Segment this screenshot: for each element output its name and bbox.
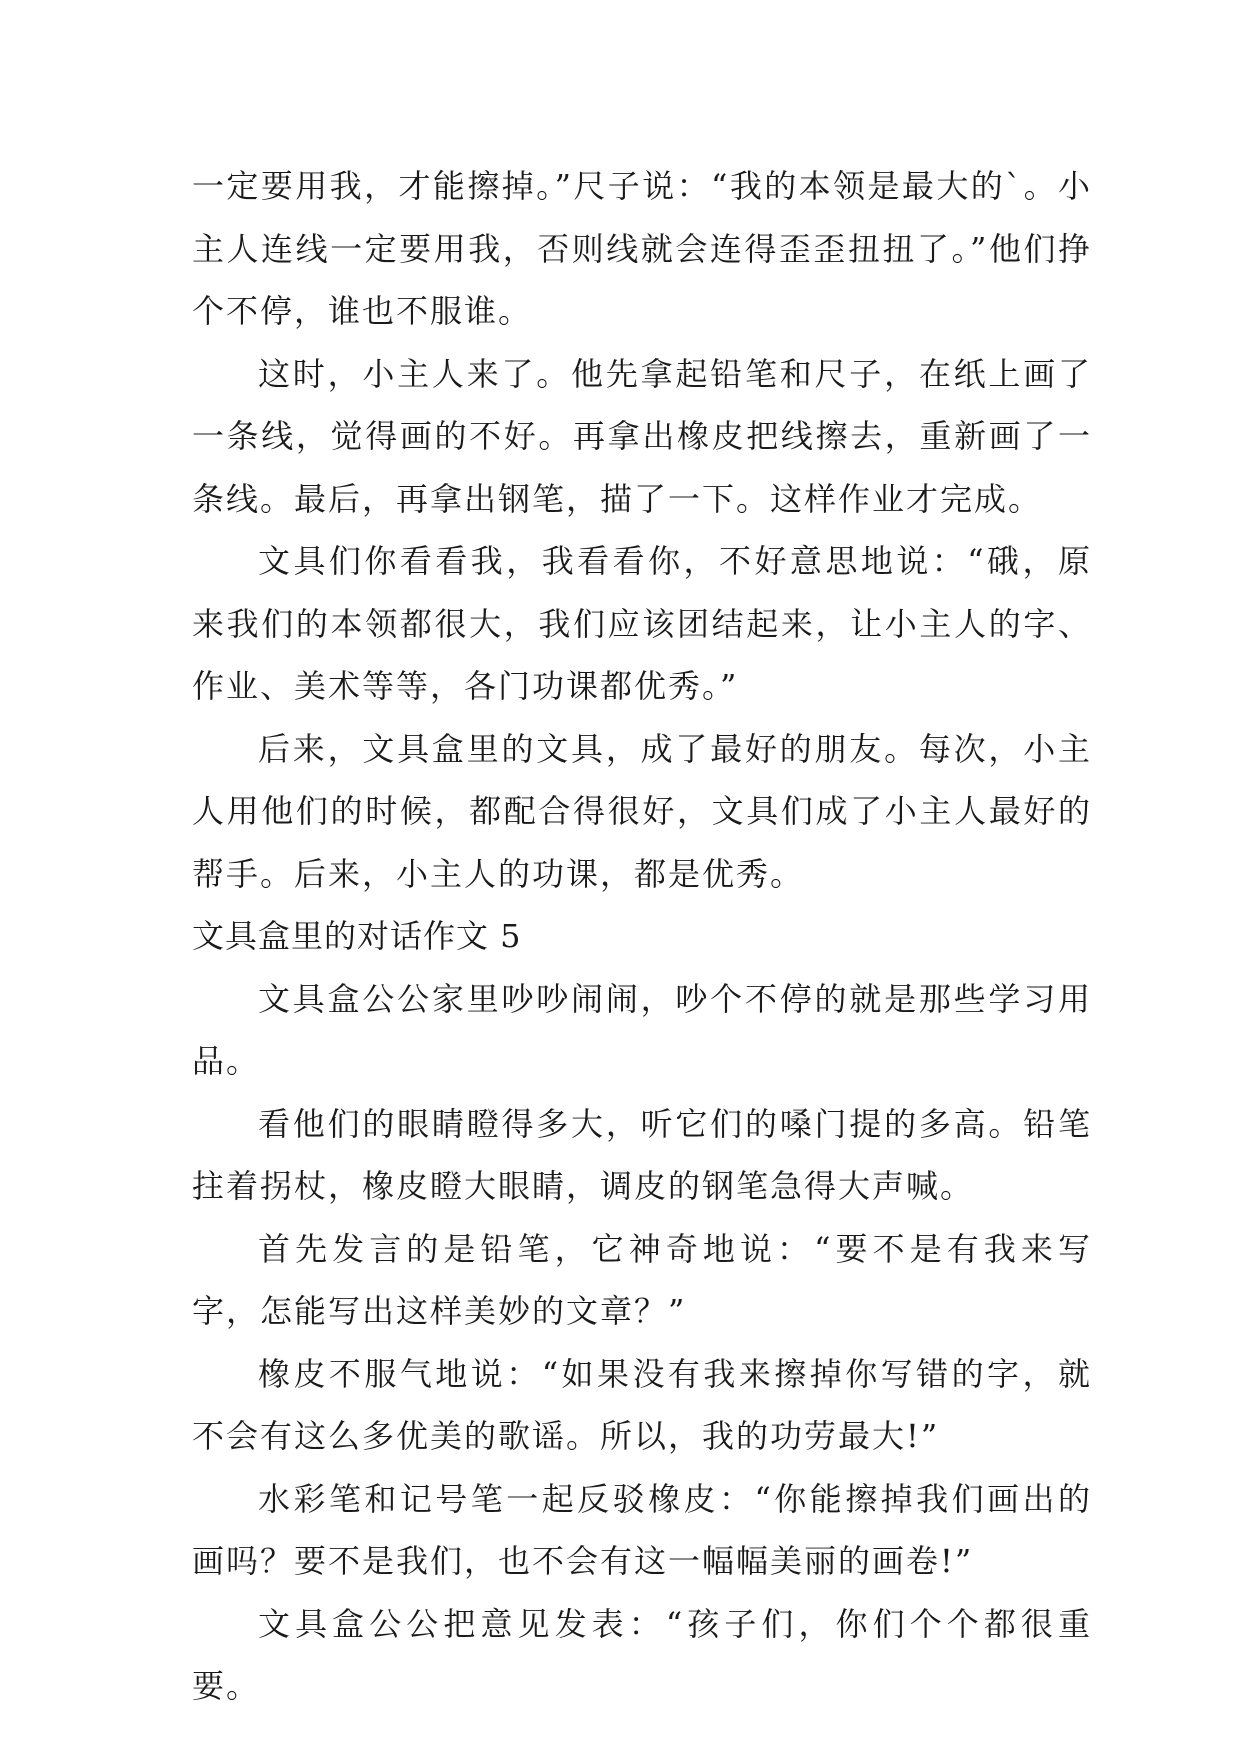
section-paragraph-3: 首先发言的是铅笔，它神奇地说：“要不是有我来写字，怎能写出这样美妙的文章？” bbox=[192, 1229, 1092, 1330]
section-paragraph-1: 文具盒公公家里吵吵闹闹，吵个不停的就是那些学习用品。 bbox=[192, 979, 1092, 1080]
section-paragraph-6: 文具盒公公把意见发表：“孩子们，你们个个都很重要。 bbox=[192, 1604, 1092, 1705]
paragraph-1: 一定要用我，才能擦掉。”尺子说：“我的本领是最大的`。小主人连线一定要用我，否则线就会连得歪歪扭扭了。”他们挣个不停，谁也不服谁。 bbox=[192, 167, 1092, 330]
paragraph-3: 文具们你看看我，我看看你，不好意思地说：“硪，原来我们的本领都很大，我们应该团结起来，让小主人的字、作业、美术等等，各门功课都优秀。” bbox=[192, 542, 1092, 705]
paragraph-4: 后来，文具盒里的文具，成了最好的朋友。每次，小主人用他们的时候，都配合得很好，文具们成了小主人最好的帮手。后来，小主人的功课，都是优秀。 bbox=[192, 729, 1092, 893]
section-title: 文具盒里的对话作文 5 bbox=[192, 917, 522, 955]
section-paragraph-5: 水彩笔和记号笔一起反驳橡皮：“你能擦掉我们画出的画吗？要不是我们，也不会有这一幅幅美丽的画卷!” bbox=[192, 1479, 1092, 1580]
paragraph-2: 这时，小主人来了。他先拿起铅笔和尺子，在纸上画了一条线，觉得画的不好。再拿出橡皮把线擦去，重新画了一条线。最后，再拿出钢笔，描了一下。这样作业才完成。 bbox=[192, 354, 1092, 518]
section-paragraph-2: 看他们的眼睛瞪得多大，听它们的嗓门提的多高。铅笔拄着拐杖，橡皮瞪大眼睛，调皮的钢笔急得大声喊。 bbox=[192, 1104, 1092, 1205]
section-paragraph-4: 橡皮不服气地说：“如果没有我来擦掉你写错的字，就不会有这么多优美的歌谣。所以，我的功劳最大!” bbox=[192, 1354, 1092, 1455]
document-body bbox=[192, 155, 1092, 1718]
